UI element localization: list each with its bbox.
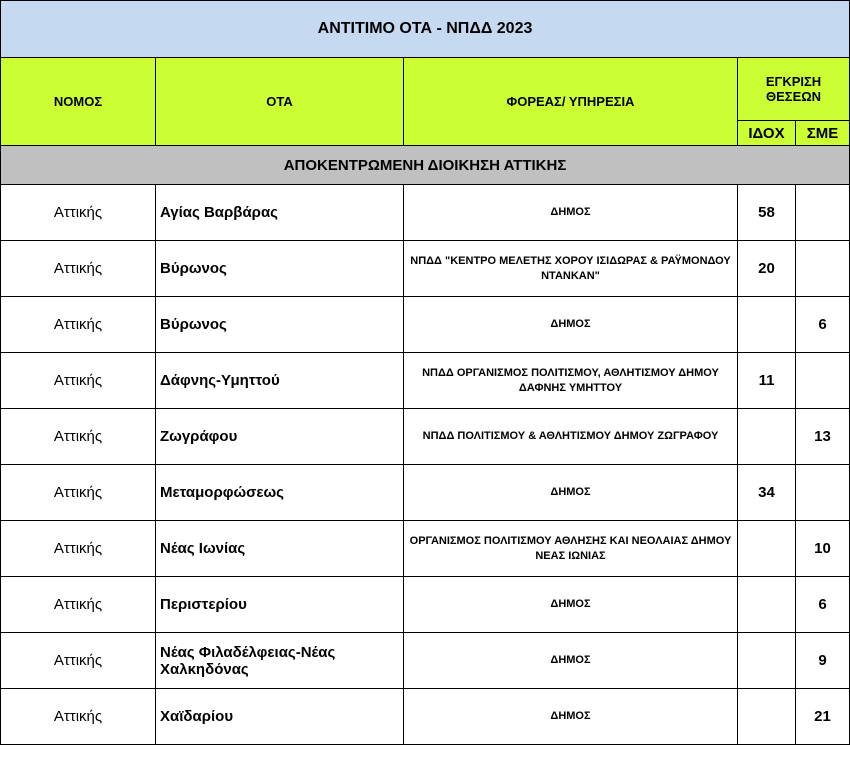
cell-idox[interactable]	[738, 297, 796, 353]
cell-ota[interactable]: Δάφνης-Υμηττού	[156, 353, 404, 409]
cell-foreas[interactable]: ΟΡΓΑΝΙΣΜΟΣ ΠΟΛΙΤΙΣΜΟΥ ΑΘΛΗΣΗΣ ΚΑΙ ΝΕΟΛΑΙΑΣ ΔΗΜΟΥ ΝΕΑΣ ΙΩΝΙΑΣ	[404, 521, 738, 577]
cell-foreas[interactable]: ΔΗΜΟΣ	[404, 577, 738, 633]
cell-foreas[interactable]: ΔΗΜΟΣ	[404, 689, 738, 745]
table-row	[1, 465, 850, 521]
cell-nomos[interactable]: Αττικής	[1, 521, 156, 577]
table-body	[1, 185, 850, 745]
cell-ota[interactable]: Βύρωνος	[156, 297, 404, 353]
section-row	[1, 146, 850, 185]
cell-sme[interactable]: 10	[796, 521, 850, 577]
cell-sme[interactable]: 13	[796, 409, 850, 465]
header-foreas[interactable]: ΦΟΡΕΑΣ/ ΥΠΗΡΕΣΙΑ	[404, 58, 738, 146]
cell-nomos[interactable]: Αττικής	[1, 185, 156, 241]
header-nomos[interactable]: ΝΟΜΟΣ	[1, 58, 156, 146]
table-title[interactable]: ΑΝΤΙΤΙΜΟ ΟΤΑ - ΝΠΔΔ 2023	[1, 1, 850, 58]
cell-sme[interactable]: 9	[796, 633, 850, 689]
cell-idox[interactable]: 11	[738, 353, 796, 409]
title-row	[1, 1, 850, 58]
header-sme[interactable]: ΣΜΕ	[796, 121, 850, 146]
header-ota[interactable]: ΟΤΑ	[156, 58, 404, 146]
cell-ota[interactable]: Χαϊδαρίου	[156, 689, 404, 745]
cell-idox[interactable]	[738, 633, 796, 689]
cell-nomos[interactable]: Αττικής	[1, 465, 156, 521]
cell-nomos[interactable]: Αττικής	[1, 633, 156, 689]
cell-nomos[interactable]: Αττικής	[1, 689, 156, 745]
table-row	[1, 577, 850, 633]
cell-idox[interactable]: 34	[738, 465, 796, 521]
table-row	[1, 185, 850, 241]
table-row	[1, 297, 850, 353]
table-row	[1, 521, 850, 577]
cell-nomos[interactable]: Αττικής	[1, 297, 156, 353]
cell-foreas[interactable]: ΔΗΜΟΣ	[404, 297, 738, 353]
cell-nomos[interactable]: Αττικής	[1, 409, 156, 465]
section-title[interactable]: ΑΠΟΚΕΝΤΡΩΜΕΝΗ ΔΙΟΙΚΗΣΗ ΑΤΤΙΚΗΣ	[1, 146, 850, 185]
cell-foreas[interactable]: ΝΠΔΔ ΟΡΓΑΝΙΣΜΟΣ ΠΟΛΙΤΙΣΜΟΥ, ΑΘΛΗΤΙΣΜΟΥ ΔΗΜΟΥ ΔΑΦΝΗΣ ΥΜΗΤΤΟΥ	[404, 353, 738, 409]
cell-sme[interactable]	[796, 353, 850, 409]
cell-ota[interactable]: Μεταμορφώσεως	[156, 465, 404, 521]
table-row	[1, 409, 850, 465]
cell-idox[interactable]: 58	[738, 185, 796, 241]
table-row	[1, 633, 850, 689]
cell-foreas[interactable]: ΔΗΜΟΣ	[404, 185, 738, 241]
cell-ota[interactable]: Περιστερίου	[156, 577, 404, 633]
table-row	[1, 353, 850, 409]
cell-foreas[interactable]: ΝΠΔΔ "ΚΕΝΤΡΟ ΜΕΛΕΤΗΣ ΧΟΡΟΥ ΙΣΙΔΩΡΑΣ & ΡΑΫΜΟΝΔΟΥ ΝΤΑΝΚΑΝ"	[404, 241, 738, 297]
cell-sme[interactable]: 6	[796, 297, 850, 353]
cell-sme[interactable]	[796, 465, 850, 521]
cell-idox[interactable]	[738, 577, 796, 633]
cell-idox[interactable]: 20	[738, 241, 796, 297]
cell-ota[interactable]: Νέας Φιλαδέλφειας-Νέας Χαλκηδόνας	[156, 633, 404, 689]
header-idox[interactable]: ΙΔΟΧ	[738, 121, 796, 146]
cell-ota[interactable]: Αγίας Βαρβάρας	[156, 185, 404, 241]
cell-idox[interactable]	[738, 521, 796, 577]
cell-sme[interactable]	[796, 241, 850, 297]
cell-nomos[interactable]: Αττικής	[1, 353, 156, 409]
cell-nomos[interactable]: Αττικής	[1, 241, 156, 297]
cell-nomos[interactable]: Αττικής	[1, 577, 156, 633]
table-row	[1, 689, 850, 745]
cell-ota[interactable]: Νέας Ιωνίας	[156, 521, 404, 577]
cell-sme[interactable]: 21	[796, 689, 850, 745]
cell-idox[interactable]	[738, 689, 796, 745]
cell-foreas[interactable]: ΔΗΜΟΣ	[404, 465, 738, 521]
cell-sme[interactable]: 6	[796, 577, 850, 633]
cell-ota[interactable]: Ζωγράφου	[156, 409, 404, 465]
cell-ota[interactable]: Βύρωνος	[156, 241, 404, 297]
cell-foreas[interactable]: ΝΠΔΔ ΠΟΛΙΤΙΣΜΟΥ & ΑΘΛΗΤΙΣΜΟΥ ΔΗΜΟΥ ΖΩΓΡΑΦΟΥ	[404, 409, 738, 465]
header-row	[1, 58, 850, 121]
header-egkrisi[interactable]: ΕΓΚΡΙΣΗ ΘΕΣΕΩΝ	[738, 58, 850, 121]
cell-idox[interactable]	[738, 409, 796, 465]
table-row	[1, 241, 850, 297]
cell-foreas[interactable]: ΔΗΜΟΣ	[404, 633, 738, 689]
cell-sme[interactable]	[796, 185, 850, 241]
